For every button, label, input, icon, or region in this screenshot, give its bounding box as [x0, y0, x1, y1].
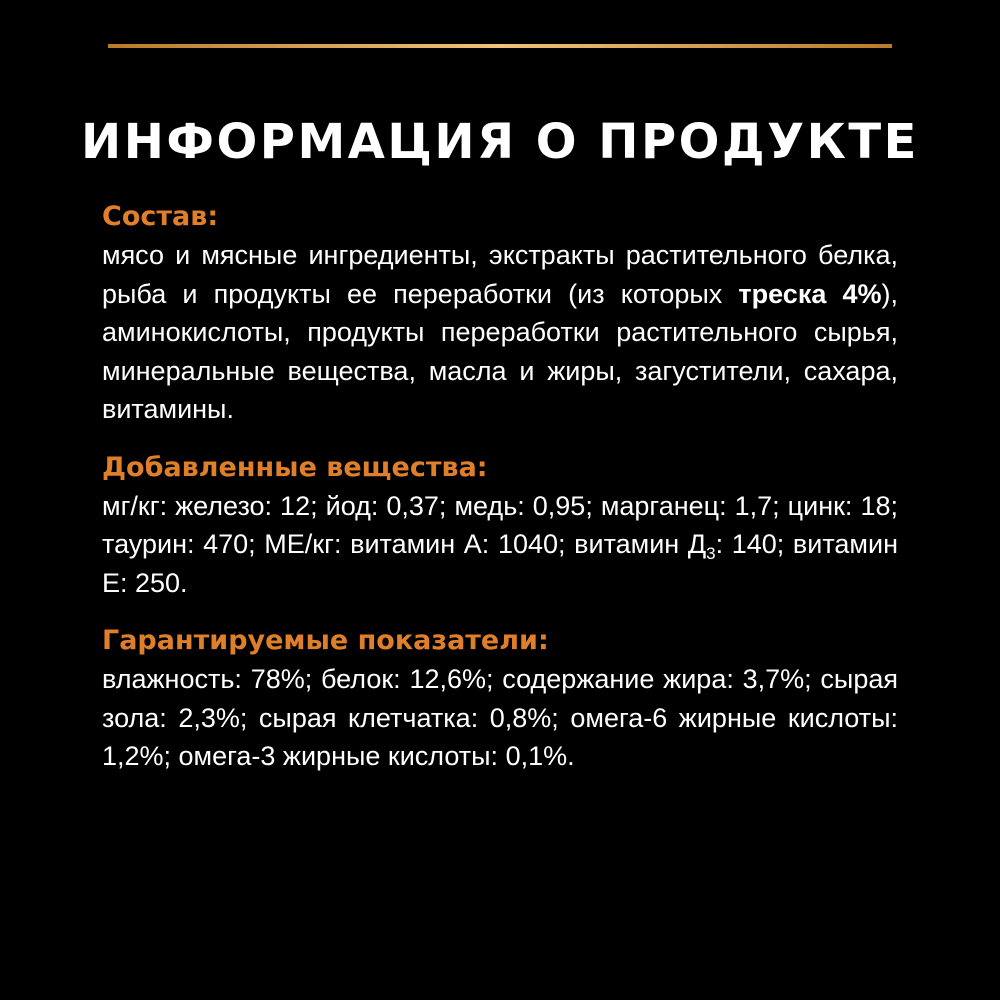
- composition-text-part-2: ), аминокислоты, продукты переработки растительного сырья, минеральные вещества, масла и жиры, загустители, сахара, витамины.: [102, 278, 899, 424]
- composition-section: [102, 198, 898, 429]
- product-info-content: [102, 198, 898, 796]
- composition-text: [102, 236, 898, 429]
- guaranteed-section: [102, 622, 898, 776]
- composition-highlight-cod: треска 4%: [738, 278, 882, 309]
- composition-heading: Состав:: [102, 201, 219, 232]
- composition-text-part-1: мясо и мясные ингредиенты, экстракты растительного белка, рыба и продукты ее переработки (из которых: [102, 240, 898, 309]
- page-title: ИНФОРМАЦИЯ О ПРОДУКТЕ: [81, 114, 919, 171]
- additives-text: [102, 487, 898, 603]
- guaranteed-text: влажность: 78%; белок: 12,6%; содержание жира: 3,7%; сырая зола: 2,3%; сырая клетчатка: 0,8%; омега-6 жирные кислоты: 1,2%; омега-3 жирные кислоты: 0,1%.: [102, 664, 898, 771]
- top-gold-divider: [108, 44, 892, 48]
- guaranteed-heading: Гарантируемые показатели:: [102, 625, 549, 656]
- additives-heading: Добавленные вещества:: [102, 451, 488, 483]
- vitamin-d-subscript: 3: [706, 544, 716, 563]
- additives-text-part-1: мг/кг: железо: 12; йод: 0,37; медь: 0,95; марганец: 1,7; цинк: 18; таурин: 470; МЕ/кг: витамин А: 1040; витамин Д: [102, 490, 898, 559]
- additives-text-part-2: : 140; витамин Е: 250.: [102, 529, 898, 598]
- additives-section: [102, 449, 898, 603]
